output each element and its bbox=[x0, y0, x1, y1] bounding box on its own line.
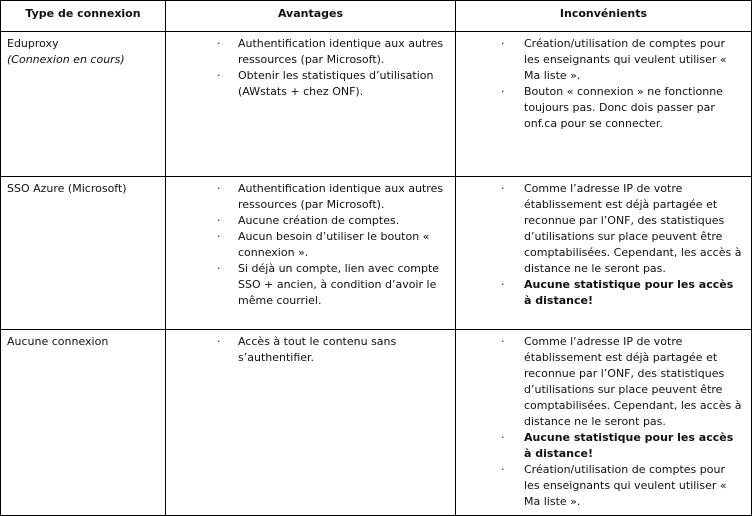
table-row-sso-azure bbox=[1, 177, 752, 330]
type-cell bbox=[1, 177, 166, 330]
list-item: · Accès à tout le contenu sans s’authentifier. bbox=[217, 335, 397, 364]
connection-type-name: Eduproxy bbox=[7, 37, 59, 50]
list-item: · Aucun besoin d’utiliser le bouton « connexion ». bbox=[217, 230, 430, 259]
list-item: · Aucune statistique pour les accès à distance! bbox=[501, 431, 734, 460]
list-item: · Authentification identique aux autres ressources (par Microsoft). bbox=[217, 182, 444, 211]
bullet-icon: · bbox=[501, 182, 505, 195]
list-item: · Obtenir les statistiques d’utilisation (AWstats + chez ONF). bbox=[217, 69, 434, 98]
bullet-icon: · bbox=[501, 37, 505, 50]
bullet-icon: · bbox=[501, 335, 505, 348]
connection-type-subtitle: (Connexion en cours) bbox=[7, 53, 125, 66]
disadvantages-cell bbox=[456, 32, 752, 177]
list-item: · Comme l’adresse IP de votre établissement est déjà partagée et reconnue par l’ONF, des statistiques d’utilisations sur place peuvent être comptabilisées. Cependant, les accès à distance ne le seront pas. bbox=[501, 335, 742, 428]
connection-type-name: SSO Azure (Microsoft) bbox=[7, 182, 127, 195]
disadvantages-list bbox=[456, 181, 743, 309]
header-advantages: Avantages bbox=[166, 1, 456, 32]
type-cell bbox=[1, 330, 166, 516]
bullet-icon: · bbox=[217, 230, 221, 243]
advantages-list bbox=[166, 334, 447, 366]
header-row bbox=[1, 1, 752, 32]
bullet-icon: · bbox=[501, 463, 505, 476]
advantages-cell bbox=[166, 330, 456, 516]
bullet-icon: · bbox=[217, 37, 221, 50]
table-row-no-connection bbox=[1, 330, 752, 516]
list-item: · Si déjà un compte, lien avec compte SSO + ancien, à condition d’avoir le même courriel. bbox=[217, 262, 440, 307]
list-item: · Aucune statistique pour les accès à distance! bbox=[501, 278, 734, 307]
bullet-icon: · bbox=[501, 431, 505, 444]
bullet-icon: · bbox=[217, 262, 221, 275]
bullet-icon: · bbox=[501, 278, 505, 291]
list-item: · Authentification identique aux autres ressources (par Microsoft). bbox=[217, 37, 444, 66]
advantages-cell bbox=[166, 177, 456, 330]
advantages-cell bbox=[166, 32, 456, 177]
list-item: · Bouton « connexion » ne fonctionne toujours pas. Donc dois passer par onf.ca pour se connecter. bbox=[501, 85, 723, 130]
bullet-icon: · bbox=[217, 214, 221, 227]
disadvantages-list bbox=[456, 36, 743, 132]
bullet-icon: · bbox=[217, 69, 221, 82]
type-cell bbox=[1, 32, 166, 177]
list-item: · Création/utilisation de comptes pour les enseignants qui veulent utiliser « Ma liste ». bbox=[501, 463, 727, 508]
bullet-icon: · bbox=[217, 182, 221, 195]
list-item: · Comme l’adresse IP de votre établissement est déjà partagée et reconnue par l’ONF, des statistiques d’utilisations sur place peuvent être comptabilisées. Cependant, les accès à distance ne le seront pas. bbox=[501, 182, 742, 275]
advantages-list bbox=[166, 36, 447, 100]
disadvantages-list bbox=[456, 334, 743, 510]
bullet-icon: · bbox=[217, 335, 221, 348]
advantages-list bbox=[166, 181, 447, 309]
list-item: · Aucune création de comptes. bbox=[217, 214, 400, 227]
disadvantages-cell bbox=[456, 330, 752, 516]
header-disadvantages: Inconvénients bbox=[456, 1, 752, 32]
table-row-eduproxy bbox=[1, 32, 752, 177]
header-type: Type de connexion bbox=[1, 1, 166, 32]
list-item: · Création/utilisation de comptes pour les enseignants qui veulent utiliser « Ma liste ». bbox=[501, 37, 727, 82]
connection-type-name: Aucune connexion bbox=[7, 335, 109, 348]
disadvantages-cell bbox=[456, 177, 752, 330]
bullet-icon: · bbox=[501, 85, 505, 98]
